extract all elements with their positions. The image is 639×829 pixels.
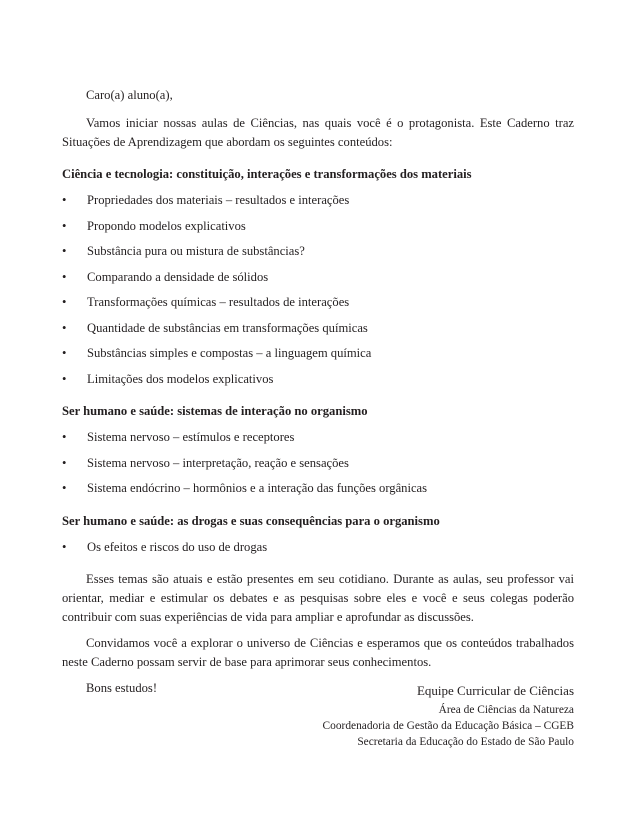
signature-secretariat: Secretaria da Educação do Estado de São Paulo <box>357 736 574 748</box>
list-item <box>62 454 574 480</box>
topic-list-organism-systems <box>62 428 574 505</box>
list-item <box>62 479 574 505</box>
list-item-label: Os efeitos e riscos do uso de drogas <box>87 539 268 554</box>
list-item-label: Sistema nervoso – estímulos e receptores <box>87 430 295 444</box>
signature-team: Equipe Curricular de Ciências <box>416 683 574 698</box>
list-item <box>62 242 574 268</box>
bullet-icon: • <box>62 455 67 470</box>
signature-coordination: Coordenadoria de Gestão da Educação Básica – CGEB <box>322 720 574 732</box>
bullet-icon: • <box>62 371 67 386</box>
bullet-icon: • <box>62 244 67 258</box>
list-item-label: Quantidade de substâncias em transformações químicas <box>87 320 368 335</box>
list-item <box>62 538 574 564</box>
list-item <box>62 268 574 294</box>
bullet-icon: • <box>62 430 67 444</box>
list-item-label: Propriedades dos materiais – resultados e interações <box>87 193 350 207</box>
list-item <box>62 293 574 319</box>
bullet-icon: • <box>62 346 67 360</box>
bullet-icon: • <box>62 193 67 207</box>
closing-paragraph-invitation: Convidamos você a explorar o universo de Ciências e esperamos que os conteúdos trabalhados neste Caderno possam servir de base para aprimorar seus conhecimentos. <box>62 636 574 669</box>
farewell: Bons estudos! <box>86 681 158 695</box>
list-item <box>62 428 574 454</box>
intro-paragraph: Vamos iniciar nossas aulas de Ciências, nas quais você é o protagonista. Este Caderno traz Situações de Aprendizagem que abordam os seguintes conteúdos: <box>62 116 574 149</box>
list-item-label: Sistema nervoso – interpretação, reação e sensações <box>87 455 349 470</box>
list-item-label: Limitações dos modelos explicativos <box>87 371 274 386</box>
section-heading-drugs: Ser humano e saúde: as drogas e suas consequências para o organismo <box>62 513 440 528</box>
list-item-label: Substâncias simples e compostas – a linguagem química <box>87 346 372 360</box>
bullet-icon: • <box>62 320 67 335</box>
closing-paragraph-themes: Esses temas são atuais e estão presentes em seu cotidiano. Durante as aulas, seu professor vai orientar, mediar e estimular os debates e as pesquisas sobre eles e você e seus colegas poderão contribuir com suas experiências de vida para ampliar e aprofundar as discussões. <box>62 572 574 624</box>
greeting: Caro(a) aluno(a), <box>86 88 173 102</box>
bullet-icon: • <box>62 269 67 284</box>
list-item-label: Comparando a densidade de sólidos <box>87 269 269 284</box>
list-item <box>62 319 574 345</box>
list-item <box>62 191 574 217</box>
section-heading-materials: Ciência e tecnologia: constituição, interações e transformações dos materiais <box>62 167 472 181</box>
list-item <box>62 344 574 370</box>
list-item-label: Transformações químicas – resultados de interações <box>87 295 350 309</box>
list-item <box>62 370 574 396</box>
bullet-icon: • <box>62 295 67 309</box>
signature-block <box>323 683 574 750</box>
list-item-label: Propondo modelos explicativos <box>87 218 246 233</box>
list-item-label: Substância pura ou mistura de substâncias? <box>87 244 305 258</box>
letter-body <box>62 86 574 698</box>
topic-list-materials <box>62 191 574 395</box>
bullet-icon: • <box>62 481 67 495</box>
list-item-label: Sistema endócrino – hormônios e a interação das funções orgânicas <box>87 481 428 495</box>
topic-list-drugs <box>62 538 574 564</box>
bullet-icon: • <box>62 218 67 233</box>
list-item <box>62 217 574 243</box>
section-heading-organism-systems: Ser humano e saúde: sistemas de interação no organismo <box>62 404 368 418</box>
signature-area: Área de Ciências da Natureza <box>438 704 574 716</box>
bullet-icon: • <box>62 539 67 554</box>
